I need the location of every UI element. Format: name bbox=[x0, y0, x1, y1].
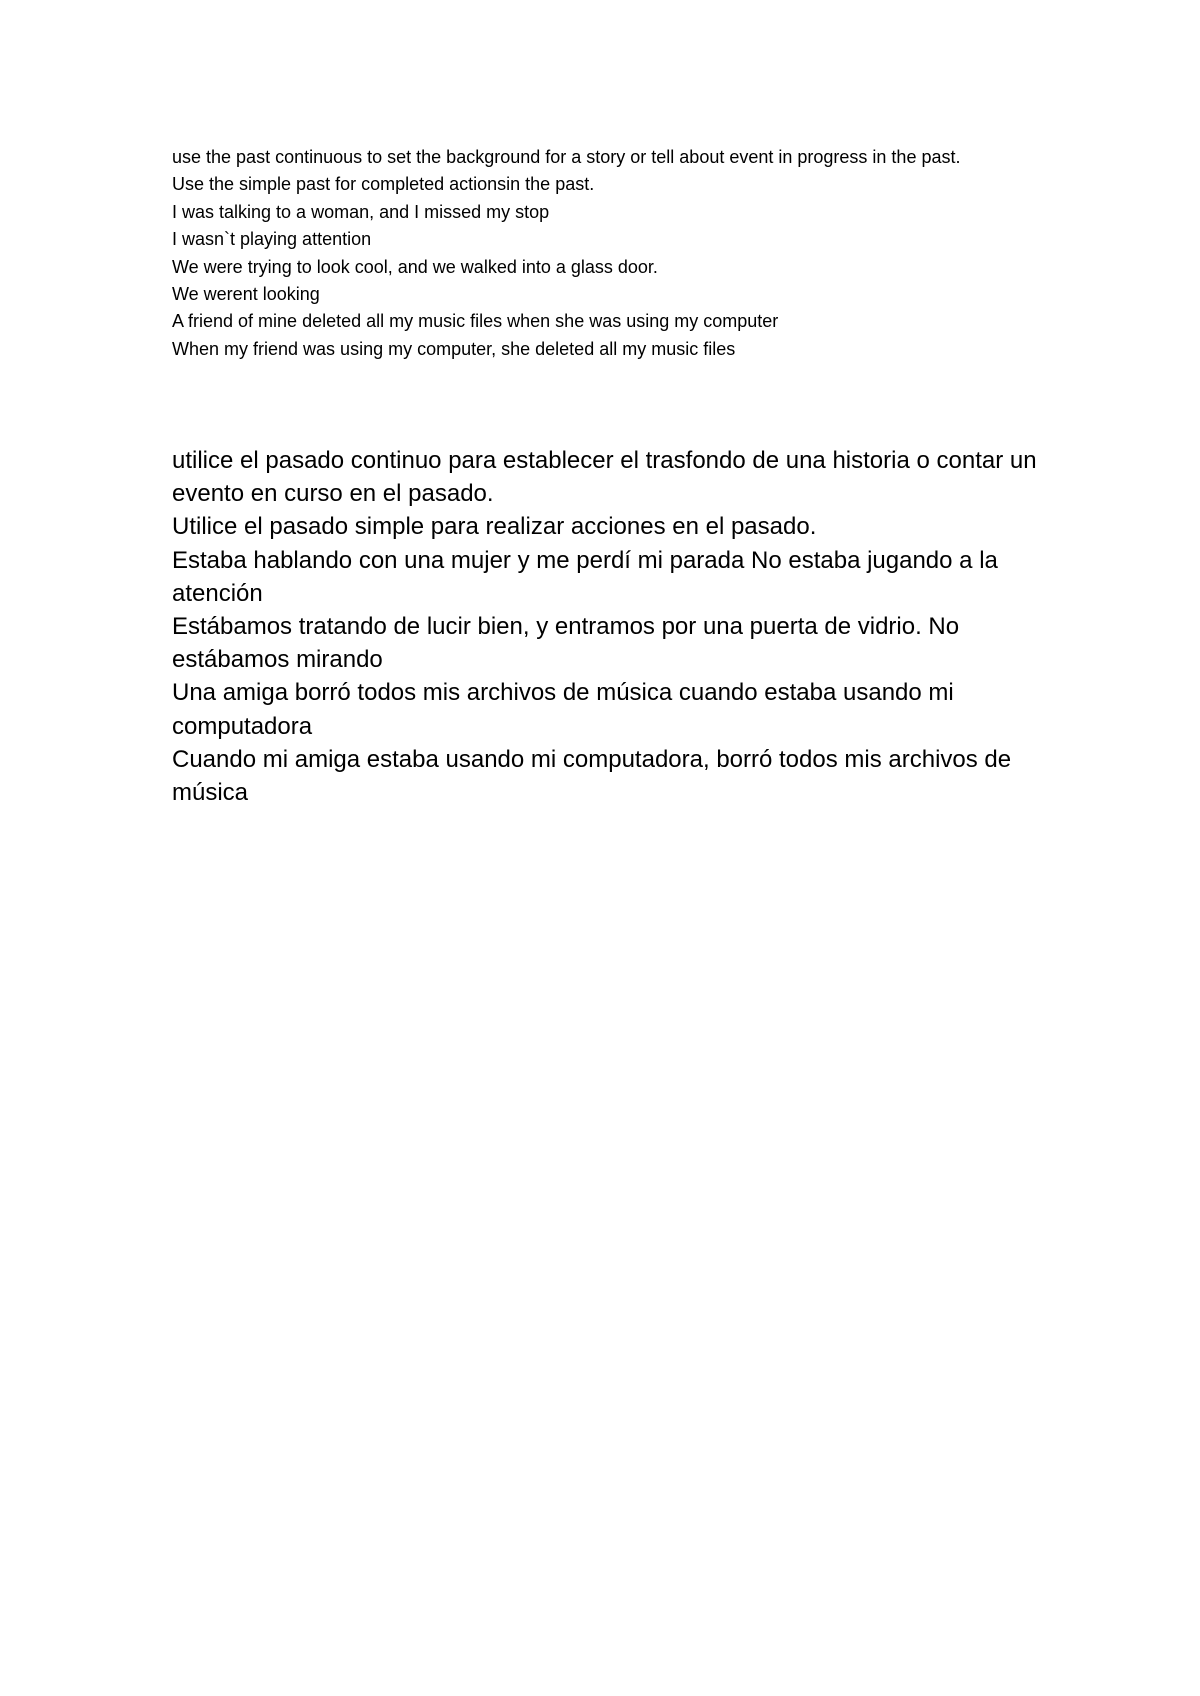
spanish-line: utilice el pasado continuo para establecer el trasfondo de una historia o contar un evento en curso en el pasado. bbox=[172, 447, 1037, 508]
english-text-block bbox=[172, 144, 1052, 363]
spanish-line: Estábamos tratando de lucir bien, y entramos por una puerta de vidrio. No estábamos mirando bbox=[172, 613, 960, 674]
english-line: I was talking to a woman, and I missed my stop bbox=[172, 201, 550, 222]
spanish-line: Una amiga borró todos mis archivos de música cuando estaba usando mi computadora bbox=[172, 679, 954, 740]
english-line: A friend of mine deleted all my music files when she was using my computer bbox=[172, 311, 779, 332]
spanish-text-block bbox=[172, 444, 1052, 809]
spanish-line: Cuando mi amiga estaba usando mi computadora, borró todos mis archivos de música bbox=[172, 745, 1012, 807]
english-line: When my friend was using my computer, she deleted all my music files bbox=[172, 338, 736, 359]
english-line: We were trying to look cool, and we walked into a glass door. bbox=[172, 256, 658, 277]
english-line: Use the simple past for completed actionsin the past. bbox=[172, 174, 595, 195]
english-line: I wasn`t playing attention bbox=[172, 229, 372, 250]
english-line: use the past continuous to set the background for a story or tell about event in progress in the past. bbox=[172, 147, 961, 167]
spanish-line: Estaba hablando con una mujer y me perdí mi parada No estaba jugando a la atención bbox=[172, 546, 998, 607]
spanish-line: Utilice el pasado simple para realizar acciones en el pasado. bbox=[172, 513, 817, 541]
english-line: We werent looking bbox=[172, 284, 320, 305]
